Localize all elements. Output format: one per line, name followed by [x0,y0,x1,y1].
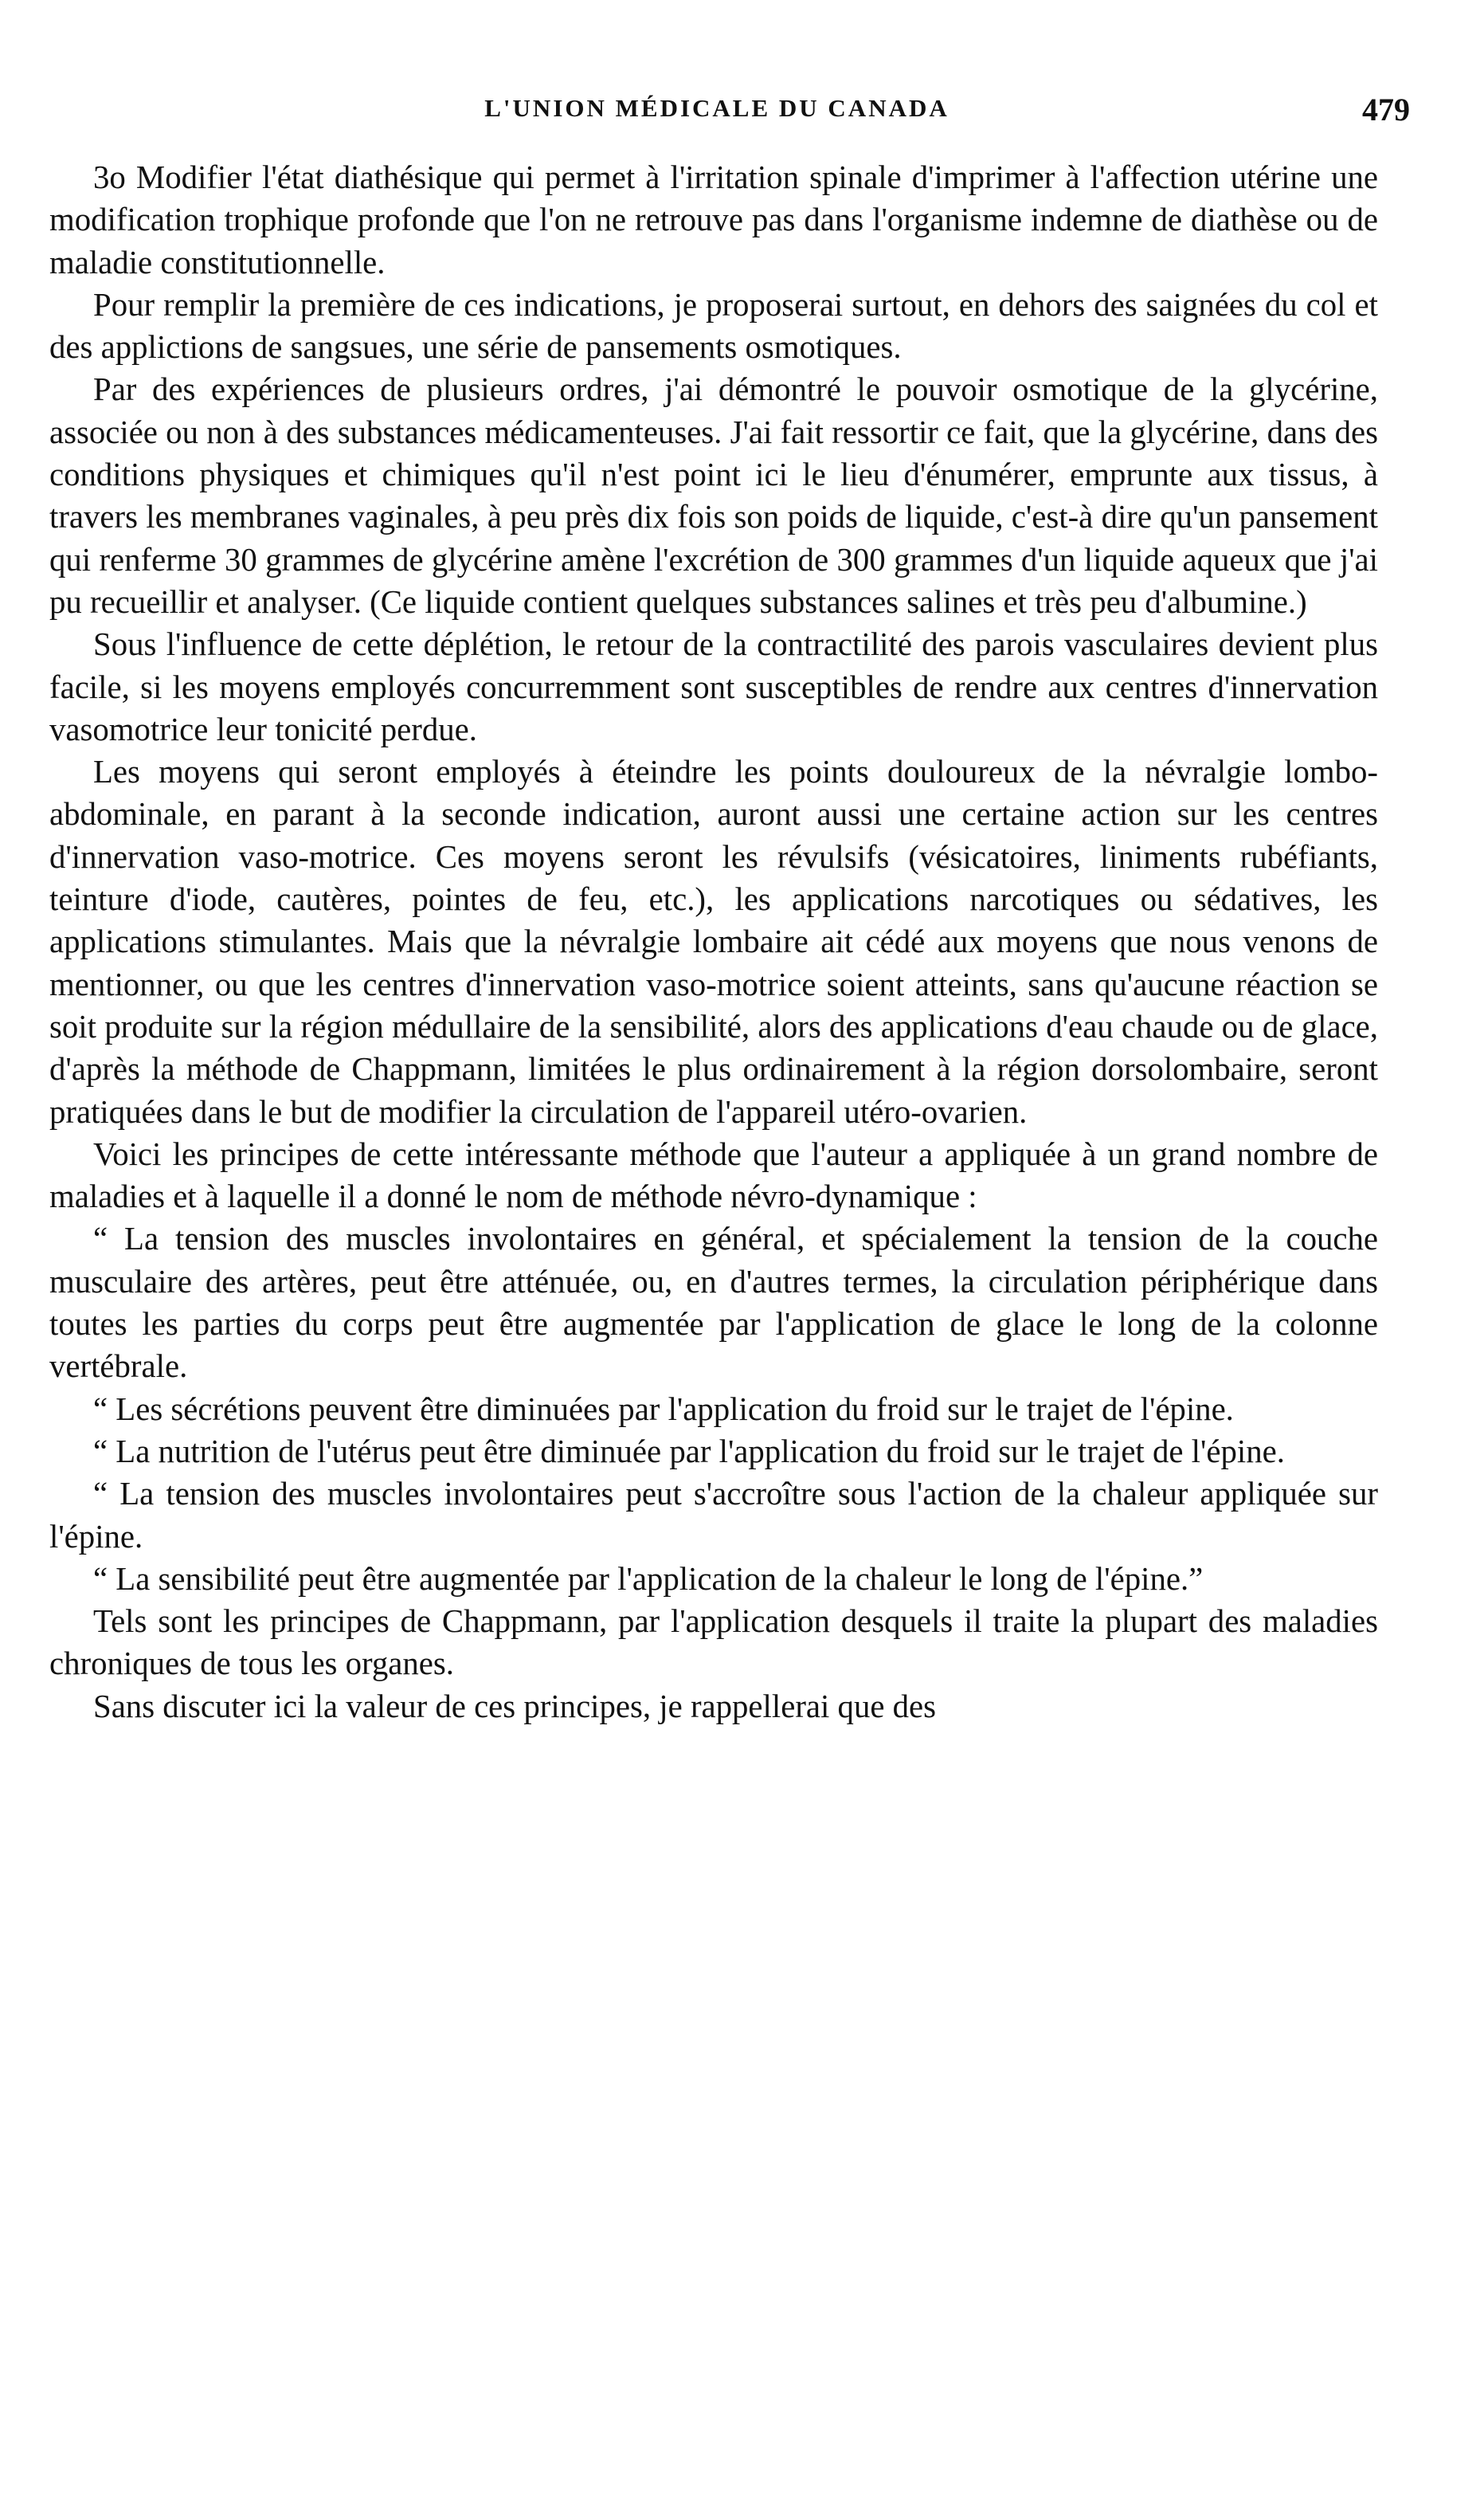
paragraph-glycerine-experiments: Par des expériences de plusieurs ordres, j'ai démontré le pouvoir osmotique de la glycérine, associée ou non à des substances médicamenteuses. J'ai fait ressortir ce fait, que la glycérine, dans des conditions physiques et chimiques qu'il n'est point ici le lieu d'énumérer, emprunte aux tissus, à travers les membranes vaginales, à peu près dix fois son poids de liquide, c'est-à dire qu'un pansement qui renferme 30 grammes de glycérine amène l'excrétion de 300 grammes d'un liquide aqueux que j'ai pu recueillir et analyser. (Ce liquide contient quelques substances salines et très peu d'albumine.) [49,371,1378,620]
quote-tension-heat: “ La tension des muscles involontaires peut s'accroître sous l'action de la chaleur appliquée sur l'épine. [49,1476,1378,1555]
paragraph-neuralgia-means: Les moyens qui seront employés à éteindre les points douloureux de la névralgie lombo-abdominale, en parant à la seconde indication, auront aussi une certaine action sur les centres d'innervation vaso-motrice. Ces moyens seront les révulsifs (vésicatoires, liniments rubéfiants, teinture d'iode, cautères, pointes de feu, etc.), les applications narcotiques ou sédatives, les applications stimulantes. Mais que la névralgie lombaire ait cédé aux moyens que nous venons de mentionner, ou que les centres d'innervation vaso-motrice soient atteints, sans qu'aucune réaction se soit produite sur la région médullaire de la sensibilité, alors des applications d'eau chaude ou de glace, d'après la méthode de Chappmann, limitées le plus ordinairement à la région dorsolombaire, seront pratiquées dans le but de modifier la circulation de l'appareil utéro-ovarien. [49,754,1378,1130]
paragraph-chappmann-principles: Tels sont les principes de Chappmann, par l'application desquels il traite la plupart des maladies chroniques de tous les organes. [49,1603,1378,1682]
paragraph-closing: Sans discuter ici la valeur de ces principes, je rappellerai que des [93,1688,937,1724]
quote-tension-muscles: “ La tension des muscles involontaires en général, et spécialement la tension de la couche musculaire des artères, peut être atténuée, ou, en d'autres termes, la circulation périphérique dans toutes les parties du corps peut être augmentée par l'application de glace le long de la colonne vertébrale. [49,1221,1378,1385]
paragraph-osmotic-dressings: Pour remplir la première de ces indications, je proposerai surtout, en dehors des saignées du col et des applictions de sangsues, une série de pansements osmotiques. [49,286,1378,366]
journal-title: L'UNION MÉDICALE DU CANADA [484,94,950,122]
page-number: 479 [1362,92,1410,127]
paragraph-method-intro: Voici les principes de cette intéressante méthode que l'auteur a appliquée à un grand nombre de maladies et à laquelle il a donné le nom de méthode névro-dynamique : [49,1135,1378,1215]
body-text [49,156,1378,2459]
quote-secretions: “ Les sécrétions peuvent être diminuées par l'application du froid sur le trajet de l'épine. [93,1390,1234,1427]
running-head [56,92,1410,142]
quote-sensibility: “ La sensibilité peut être augmentée par l'application de la chaleur le long de l'épine.” [93,1560,1204,1597]
paragraph-diathesis: 3o Modifier l'état diathésique qui permet à l'irritation spinale d'imprimer à l'affection utérine une modification trophique profonde que l'on ne retrouve pas dans l'organisme indemne de diathèse ou de maladie constitutionnelle. [49,159,1378,280]
paragraph-depletion: Sous l'influence de cette déplétion, le retour de la contractilité des parois vasculaires devient plus facile, si les moyens employés concurremment sont susceptibles de rendre aux centres d'innervation vasomotrice leur tonicité perdue. [49,626,1378,747]
quote-nutrition: “ La nutrition de l'utérus peut être diminuée par l'application du froid sur le trajet de l'épine. [93,1433,1285,1469]
